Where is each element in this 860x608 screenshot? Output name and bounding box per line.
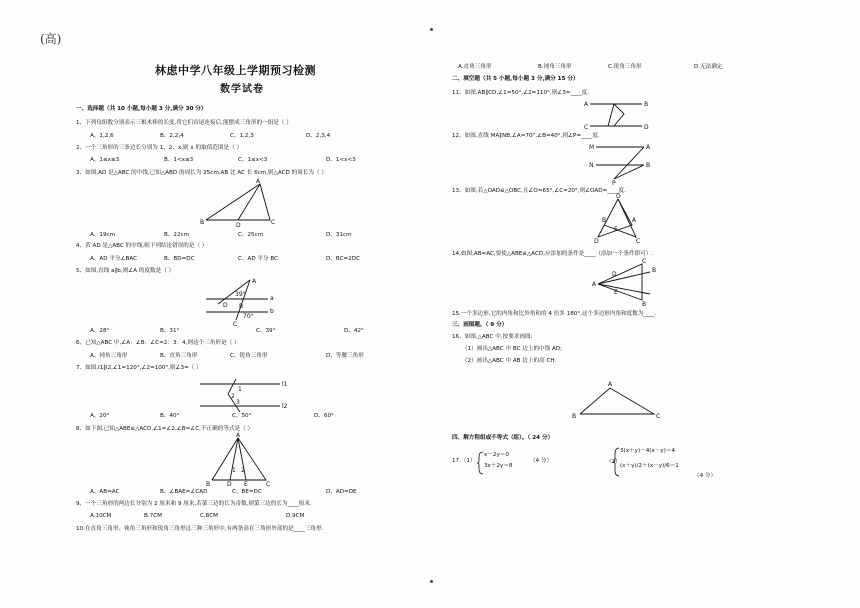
option: B、∠BAE=∠CAD <box>160 489 208 495</box>
option: D、42° <box>344 328 364 334</box>
svg-text:D: D <box>594 238 599 245</box>
question-9: 9、一个三角形的两边长分别为 2 厘米和 9 厘米,若第三边的长为奇数,则第三边的长为____厘米. <box>76 501 312 507</box>
svg-text:1: 1 <box>232 467 236 474</box>
option: B、40° <box>160 413 180 419</box>
svg-text:B: B <box>642 301 647 308</box>
q7-parallel-lines-figure <box>200 376 290 416</box>
question-13: 13、如图,若△OAD≌△OBC,且∠O=65°,∠C=20°,则∠OAD=____度. <box>452 188 626 194</box>
svg-text:C: C <box>656 413 661 420</box>
option: A、AD 平分∠BAC <box>90 256 138 262</box>
question-2-options <box>90 157 356 164</box>
question-17-1-equation-1: x－2y＝0 <box>484 452 509 458</box>
option: D、1<x<3 <box>326 157 356 163</box>
option: B.7CM <box>144 513 162 519</box>
question-17-2-label: （2） <box>606 459 621 465</box>
section-4-heading: 四、解方程组或不等式（组）。（ 24 分） <box>452 435 554 441</box>
option: D、等腰三角形 <box>326 353 364 359</box>
question-11: 11、如图,AB∥CD,∠1=50°,∠2=110°,则∠3=____度. <box>452 90 590 96</box>
question-6: 6、已知△ABC 中,∠A：∠B：∠C=2：3：4,则这个三角形是（ ） <box>76 340 240 346</box>
option: A、28° <box>90 328 110 334</box>
svg-text:D: D <box>644 124 649 131</box>
svg-text:E: E <box>244 481 248 488</box>
svg-text:a: a <box>270 295 274 302</box>
option: B.钝角三角形 <box>538 64 572 70</box>
question-2: 2、一个三角形的三条边长分别为 1、2、x,则 x 的取值范围是（ ） <box>76 145 243 151</box>
svg-text:E: E <box>614 289 618 296</box>
q11-parallel-lines-figure <box>584 98 654 134</box>
question-3-options <box>90 232 352 239</box>
option: B、BD=DC <box>164 256 195 262</box>
svg-text:A: A <box>646 144 651 151</box>
question-1-options <box>90 133 330 140</box>
option: B、1<x≤3 <box>164 157 194 163</box>
option: D、31cm <box>326 232 352 238</box>
svg-text:M: M <box>589 144 595 151</box>
svg-text:A: A <box>608 381 613 388</box>
option: A、1≤x≤3 <box>90 157 120 163</box>
svg-text:D: D <box>236 222 241 229</box>
svg-text:C: C <box>233 321 238 328</box>
q17-1-brace <box>476 451 486 475</box>
svg-text:B: B <box>602 217 607 224</box>
exam-title: 林虑中学八年级上学期预习检测 <box>155 64 316 77</box>
svg-text:b: b <box>270 308 274 315</box>
option: C、锐角三角形 <box>230 353 268 359</box>
option: D.9CM <box>286 513 305 519</box>
svg-text:C: C <box>271 219 276 226</box>
option: B、2,2,4 <box>160 133 184 139</box>
svg-text:D: D <box>227 481 232 488</box>
option: C、25cm <box>238 232 264 238</box>
question-17-1-label: 17.（1） <box>452 458 476 464</box>
question-17-2-points: （4 分） <box>694 473 717 479</box>
option: A、20° <box>90 413 110 419</box>
svg-text:39°: 39° <box>235 291 246 298</box>
svg-text:D: D <box>223 302 228 309</box>
question-4: 4、若 AD 是△ABC 的中线,则下列结论错误的是（ ） <box>76 243 208 249</box>
option: B、22cm <box>164 232 190 238</box>
corner-handwritten-note: (高) <box>40 32 62 46</box>
q14-triangles-figure <box>592 258 662 308</box>
option: A.10CM <box>90 513 112 519</box>
option: D.无法确定 <box>694 64 723 70</box>
question-1: 1、下列每组数分别表示三根木棒的长度,将它们首尾连接后,能摆成三角形的一组是（ ） <box>76 120 292 126</box>
svg-text:B: B <box>652 267 657 274</box>
svg-text:B: B <box>646 162 651 169</box>
svg-text:A: A <box>592 281 597 288</box>
svg-text:2: 2 <box>241 467 245 474</box>
option: C、BE=DC <box>232 489 262 495</box>
svg-text:B: B <box>206 481 211 488</box>
svg-text:C: C <box>584 124 589 131</box>
option: A、1,2,6 <box>90 133 114 139</box>
q16-triangle-figure <box>570 380 670 420</box>
svg-text:D: D <box>612 271 617 278</box>
option: C、1,2,3 <box>230 133 254 139</box>
question-10: 10.在直角三角形、钝角三角形和锐角三角形这三种三角形中,有两条高在三角形外部的是____三角形. <box>76 526 324 532</box>
svg-text:O: O <box>616 193 621 200</box>
svg-text:C: C <box>636 238 641 245</box>
option: D、BC=2DC <box>326 256 361 262</box>
q13-triangles-figure <box>592 195 642 247</box>
option: C、39° <box>256 328 276 334</box>
question-4-options <box>90 256 360 263</box>
q8-triangle-figure <box>206 434 276 486</box>
option: D、60° <box>314 413 334 419</box>
option: D、2,3,4 <box>306 133 331 139</box>
svg-text:A: A <box>256 178 261 185</box>
question-15: 15.一个多边形,它的内角和比外角和的 4 倍多 180°,这个多边形内角和度数为____. <box>452 311 657 317</box>
option: A、钝角三角形 <box>90 353 128 359</box>
question-5: 5、如图,直线 a∥b,则∠A 的度数是（ ） <box>76 268 175 274</box>
svg-text:P: P <box>612 180 616 187</box>
option: A、AB=AC <box>90 489 120 495</box>
option: C.8CM <box>200 513 218 519</box>
option: A、19cm <box>90 232 116 238</box>
question-16-part-2: （2）画出△ABC 中 AB 边上的高 CH. <box>462 358 557 364</box>
svg-text:70°: 70° <box>243 313 254 320</box>
question-10-options <box>458 64 722 71</box>
exam-subtitle: 数学试卷 <box>220 84 264 95</box>
question-9-options <box>90 513 304 520</box>
svg-text:A: A <box>236 432 241 439</box>
option: A.直角三角形 <box>458 64 492 70</box>
question-16: 16、如图,△ABC 中,按要求画图: <box>452 334 533 340</box>
svg-text:2: 2 <box>231 393 235 400</box>
svg-text:N: N <box>589 162 594 169</box>
question-3: 3、如图,AD 是△ABC 的中线,已知△ABD 的周长为 25cm,AB 比 AC 长 6cm,则△ACD 的周长为（ ） <box>76 170 327 176</box>
question-17-1-points: （4 分） <box>530 458 553 464</box>
section-3-heading: 三、画图题。（ 9 分） <box>452 322 508 328</box>
svg-text:B: B <box>200 219 205 226</box>
option: B、31° <box>160 328 180 334</box>
question-17-2-equation-1: 3(x＋y)－4(x－y)＝4 <box>620 448 676 454</box>
scan-mark <box>430 580 433 583</box>
question-17-2-equation-2: (x＋y)/2＋(x－y)/6＝1 <box>620 463 679 469</box>
option: C.锐角三角形 <box>608 64 642 70</box>
scan-mark <box>430 28 433 31</box>
option: C、50° <box>232 413 252 419</box>
section-2-heading: 二、填空题（共 5 小题,每小题 3 分,满分 15 分） <box>452 76 579 82</box>
svg-text:C: C <box>266 481 271 488</box>
q17-2-brace <box>612 447 622 477</box>
question-5-options <box>90 328 364 335</box>
q12-parallel-lines-figure <box>588 141 658 185</box>
question-6-options <box>90 353 364 360</box>
question-16-part-1: （1）画出△ABC 中 BC 边上的中线 AD; <box>462 346 563 352</box>
option: C、AD 平分 BC <box>238 256 279 262</box>
question-8-options <box>90 489 357 496</box>
svg-text:l1: l1 <box>282 381 288 388</box>
option: B、直角三角形 <box>160 353 198 359</box>
q5-parallel-lines-figure <box>206 274 276 328</box>
option: D、AD=DE <box>326 489 357 495</box>
svg-text:B: B <box>239 303 244 310</box>
svg-text:l2: l2 <box>282 403 288 410</box>
section-1-heading: 一、选择题（共 10 小题,每小题 3 分,满分 30 分） <box>76 106 207 112</box>
question-8: 8、如下图,已知△ABE≌△ACD,∠1=∠2,∠B=∠C,不正确的等式是（ ） <box>76 426 254 432</box>
svg-text:A: A <box>632 217 637 224</box>
svg-text:1: 1 <box>238 386 242 393</box>
question-14: 14,如图,AB=AC,要使△ABE≌△ACD,应添加的条件是____（添加一个条件即可）. <box>452 251 654 257</box>
svg-text:A: A <box>252 278 257 285</box>
question-12: 12、如图,直线 MA∥NB,∠A=70°,∠B=40°,则∠P=____度. <box>452 133 600 139</box>
question-7: 7、如图,l1∥l2,∠1=120°,∠2=100°,则∠3=（ ） <box>76 365 202 371</box>
svg-text:E: E <box>614 226 618 233</box>
option: C、1≤x<3 <box>238 157 268 163</box>
svg-text:B: B <box>644 101 649 108</box>
q3-triangle-figure <box>196 180 286 230</box>
svg-text:C: C <box>642 258 647 265</box>
svg-text:3: 3 <box>236 399 240 406</box>
svg-text:A: A <box>584 101 589 108</box>
svg-text:B: B <box>572 413 577 420</box>
question-17-1-equation-2: 3x＋2y＝8 <box>484 463 513 469</box>
